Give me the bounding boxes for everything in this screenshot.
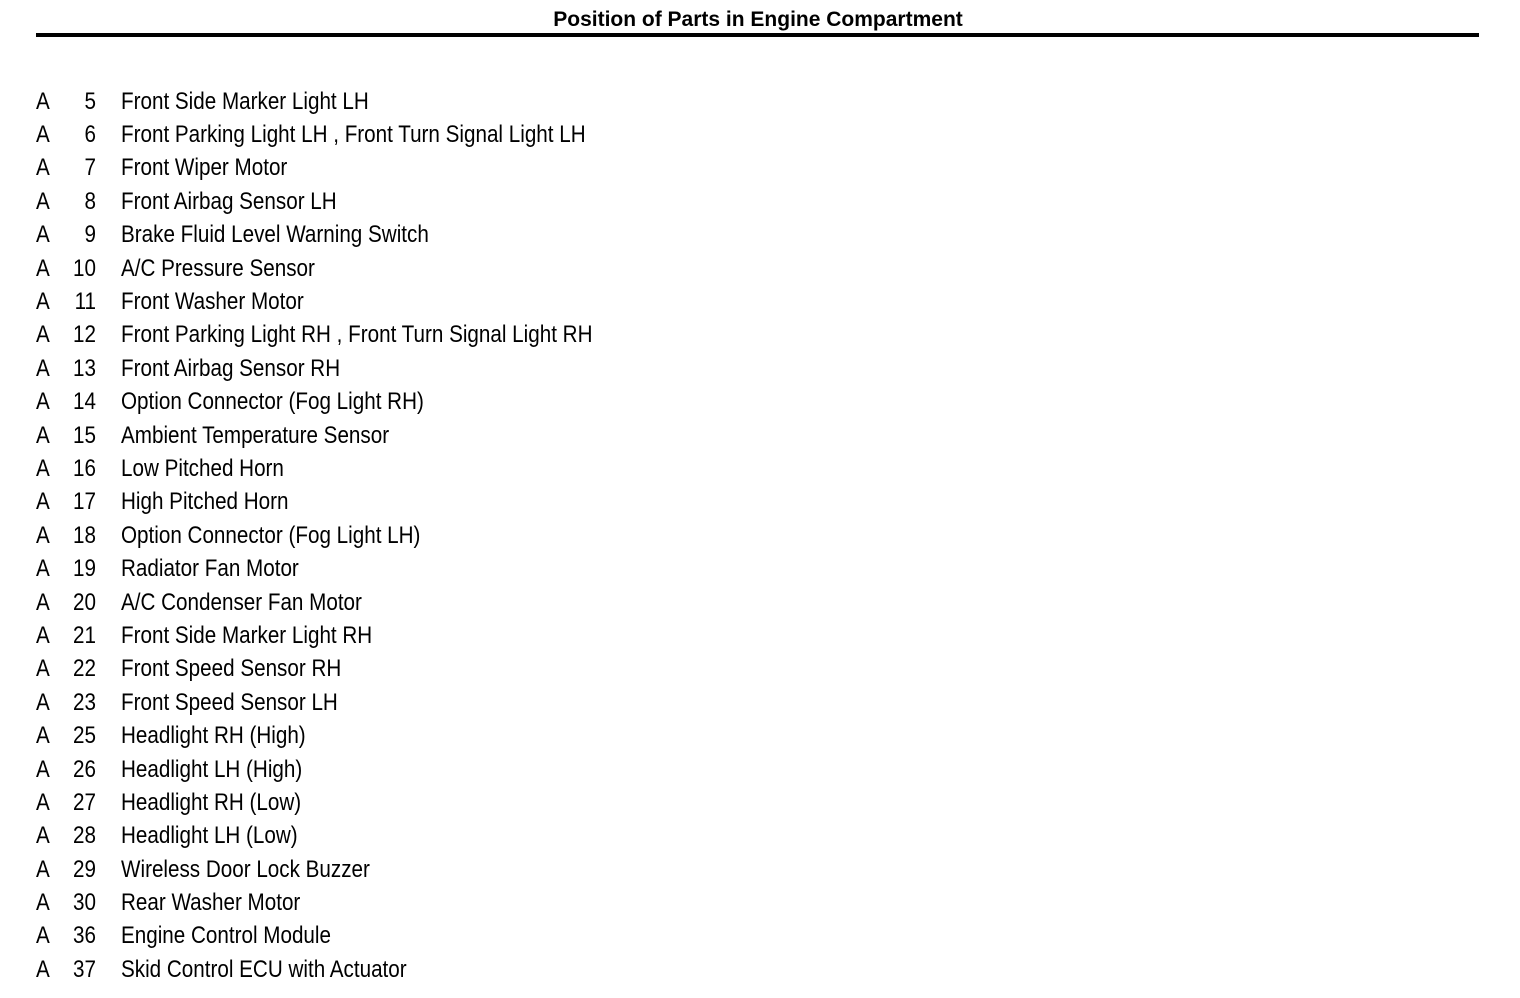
part-number: 21 [73, 621, 96, 649]
part-name: Ambient Temperature Sensor [121, 421, 390, 449]
part-row [36, 853, 669, 886]
part-row [36, 185, 669, 218]
part-code: A [36, 388, 50, 416]
part-number: 5 [84, 87, 96, 115]
part-name: Radiator Fan Motor [121, 555, 299, 583]
part-number: 12 [73, 321, 96, 349]
part-number: 22 [73, 655, 96, 683]
part-row [36, 118, 669, 151]
part-number: 9 [84, 221, 96, 249]
part-number: 11 [74, 288, 96, 316]
part-name: Front Side Marker Light RH [121, 621, 373, 649]
part-row [36, 953, 669, 986]
part-row [36, 719, 669, 752]
part-name: Wireless Door Lock Buzzer [121, 855, 370, 883]
part-name: A/C Condenser Fan Motor [121, 588, 362, 616]
part-row [36, 519, 669, 552]
part-row [36, 319, 669, 352]
part-number: 18 [73, 521, 96, 549]
part-code: A [36, 688, 50, 716]
part-code: A [36, 755, 50, 783]
part-number: 20 [73, 588, 96, 616]
part-name: Front Speed Sensor RH [121, 655, 342, 683]
part-row [36, 753, 669, 786]
part-number: 10 [73, 254, 96, 282]
part-number: 28 [73, 822, 96, 850]
part-name: Headlight RH (High) [121, 722, 306, 750]
part-code: A [36, 154, 50, 182]
parts-list [36, 85, 669, 987]
part-code: A [36, 788, 50, 816]
part-number: 19 [73, 555, 96, 583]
part-code: A [36, 454, 50, 482]
part-code: A [36, 588, 50, 616]
part-code: A [36, 922, 50, 950]
part-row [36, 686, 669, 719]
part-row [36, 886, 669, 919]
part-name: Option Connector (Fog Light LH) [121, 521, 421, 549]
part-number: 30 [73, 889, 96, 917]
part-name: Rear Washer Motor [121, 889, 301, 917]
part-row [36, 786, 669, 819]
part-name: Front Parking Light LH , Front Turn Signal Light LH [121, 121, 586, 149]
part-number: 29 [73, 855, 96, 883]
part-name: Front Parking Light RH , Front Turn Signal Light RH [121, 321, 593, 349]
part-name: Front Wiper Motor [121, 154, 288, 182]
part-row [36, 820, 669, 853]
part-code: A [36, 621, 50, 649]
part-number: 27 [73, 788, 96, 816]
part-code: A [36, 889, 50, 917]
part-number: 14 [73, 388, 96, 416]
part-code: A [36, 354, 50, 382]
part-row [36, 486, 669, 519]
part-row [36, 452, 669, 485]
part-row [36, 85, 669, 118]
part-row [36, 352, 669, 385]
part-code: A [36, 321, 50, 349]
part-row [36, 419, 669, 452]
part-code: A [36, 221, 50, 249]
part-number: 13 [73, 354, 96, 382]
part-number: 16 [73, 454, 96, 482]
part-name: Front Washer Motor [121, 288, 304, 316]
part-row [36, 285, 669, 318]
part-name: Front Airbag Sensor LH [121, 187, 337, 215]
part-code: A [36, 555, 50, 583]
part-number: 6 [84, 121, 96, 149]
part-code: A [36, 87, 50, 115]
part-name: Front Airbag Sensor RH [121, 354, 341, 382]
part-number: 17 [73, 488, 96, 516]
part-code: A [36, 655, 50, 683]
part-code: A [36, 955, 50, 983]
part-row [36, 152, 669, 185]
part-name: Headlight LH (High) [121, 755, 303, 783]
part-number: 15 [73, 421, 96, 449]
part-number: 8 [84, 187, 96, 215]
part-name: Front Speed Sensor LH [121, 688, 338, 716]
part-row [36, 619, 669, 652]
part-code: A [36, 288, 50, 316]
part-number: 25 [73, 722, 96, 750]
part-name: Low Pitched Horn [121, 454, 284, 482]
part-number: 37 [73, 955, 96, 983]
part-name: Front Side Marker Light LH [121, 87, 369, 115]
part-code: A [36, 488, 50, 516]
part-number: 26 [73, 755, 96, 783]
part-code: A [36, 187, 50, 215]
part-name: Engine Control Module [121, 922, 331, 950]
part-name: Option Connector (Fog Light RH) [121, 388, 424, 416]
part-number: 36 [73, 922, 96, 950]
part-name: Skid Control ECU with Actuator [121, 955, 407, 983]
part-code: A [36, 855, 50, 883]
part-name: A/C Pressure Sensor [121, 254, 315, 282]
part-code: A [36, 722, 50, 750]
part-code: A [36, 822, 50, 850]
part-name: Headlight RH (Low) [121, 788, 302, 816]
part-name: High Pitched Horn [121, 488, 289, 516]
page-title: Position of Parts in Engine Compartment [553, 8, 963, 31]
part-row [36, 552, 669, 585]
part-row [36, 252, 669, 285]
part-row [36, 219, 669, 252]
part-number: 7 [84, 154, 96, 182]
part-row [36, 386, 669, 419]
part-name: Brake Fluid Level Warning Switch [121, 221, 429, 249]
part-name: Headlight LH (Low) [121, 822, 298, 850]
part-code: A [36, 254, 50, 282]
part-row [36, 586, 669, 619]
part-code: A [36, 421, 50, 449]
part-number: 23 [73, 688, 96, 716]
part-row [36, 653, 669, 686]
part-row [36, 920, 669, 953]
title-divider [36, 33, 1479, 37]
part-code: A [36, 521, 50, 549]
part-code: A [36, 121, 50, 149]
